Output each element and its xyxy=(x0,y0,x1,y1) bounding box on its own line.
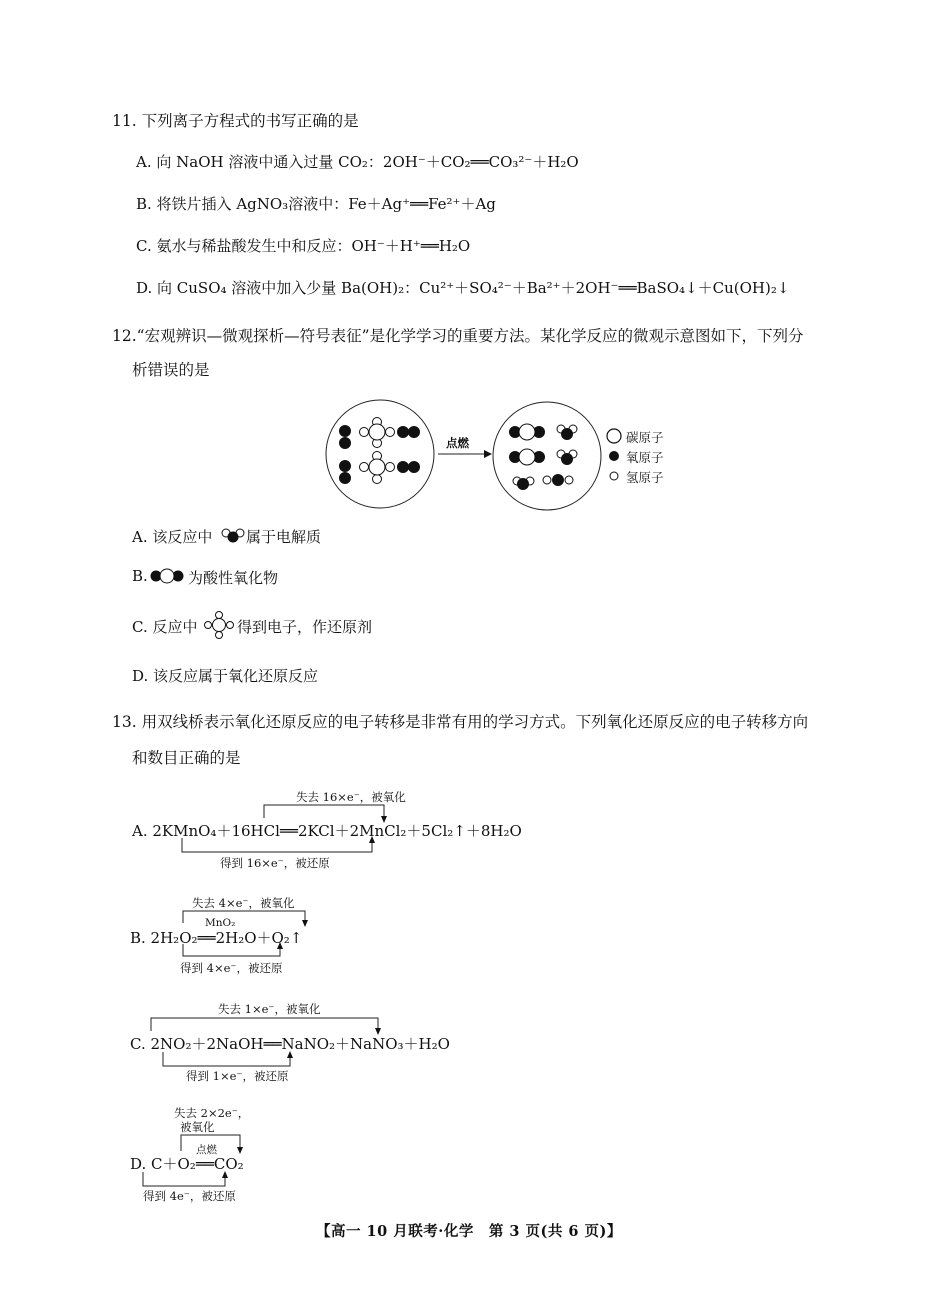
page-footer: 【高一 10 月联考·化学 第 3 页(共 6 页)】 xyxy=(316,1223,622,1240)
q13-d-equation: D. C＋O₂══CO₂ xyxy=(130,1155,244,1173)
o2-molecule-atom xyxy=(339,437,351,449)
bridge-c-top xyxy=(151,1018,378,1031)
q12-option-a-prefix: A. 该反应中 xyxy=(132,528,213,546)
h2o-molecule xyxy=(557,450,577,465)
q13-d-lose-label-2: 被氧化 xyxy=(180,1120,215,1134)
q13-c-lose-label: 失去 1×e⁻，被氧化 xyxy=(218,1002,321,1016)
q13-stem-line2: 和数目正确的是 xyxy=(132,749,241,767)
q12-option-c-suffix: 得到电子，作还原剂 xyxy=(237,618,373,636)
bridge-b-top xyxy=(183,911,305,923)
q13-c-equation: C. 2NO₂＋2NaOH══NaNO₂＋NaNO₃＋H₂O xyxy=(130,1035,450,1053)
q12-option-c-prefix: C. 反应中 xyxy=(132,618,198,636)
q11-stem: 11. 下列离子方程式的书写正确的是 xyxy=(112,112,359,130)
q11-option-c: C. 氨水与稀盐酸发生中和反应：OH⁻＋H⁺══H₂O xyxy=(136,237,471,255)
q13-a-lose-label: 失去 16×e⁻，被氧化 xyxy=(296,790,406,804)
q12-option-a-suffix: 属于电解质 xyxy=(246,528,322,546)
bridge-d-bottom xyxy=(143,1172,225,1186)
q12-option-b-suffix: 为酸性氧化物 xyxy=(188,569,279,587)
q12-stem-line1: 12.“宏观辨识—微观探析—符号表征”是化学学习的重要方法。某化学反应的微观示意图如下，下列分 xyxy=(112,327,804,345)
o2-molecule-atom xyxy=(339,425,351,437)
ch4-molecule xyxy=(360,418,395,448)
co2-molecule xyxy=(509,424,545,440)
o2-molecule-atom xyxy=(339,472,351,484)
h2o-molecule xyxy=(557,425,577,440)
q11-option-a: A. 向 NaOH 溶液中通入过量 CO₂：2OH⁻＋CO₂══CO₃²⁻＋H₂O xyxy=(136,153,579,171)
co2-molecule xyxy=(509,449,545,465)
legend-hydrogen-label: 氢原子 xyxy=(626,470,664,485)
co2-molecule-icon xyxy=(151,569,184,583)
o2-molecule-atom xyxy=(408,426,420,438)
h2o-molecule xyxy=(513,477,534,490)
o2-molecule-atom xyxy=(397,426,409,438)
h2o-molecule-icon xyxy=(222,529,244,543)
ch4-molecule xyxy=(360,452,395,484)
q13-b-lose-label: 失去 4×e⁻，被氧化 xyxy=(192,896,295,910)
o2-molecule-atom xyxy=(339,460,351,472)
q13-c-gain-label: 得到 1×e⁻，被还原 xyxy=(186,1069,289,1083)
q11-option-b: B. 将铁片插入 AgNO₃溶液中：Fe＋Ag⁺══Fe²⁺＋Ag xyxy=(136,195,496,213)
q13-b-gain-label: 得到 4×e⁻，被还原 xyxy=(180,961,283,975)
reaction-condition-label: 点燃 xyxy=(446,436,469,450)
q13-stem-line1: 13. 用双线桥表示氧化还原反应的电子转移是非常有用的学习方式。下列氧化还原反应的电子转移方向 xyxy=(112,713,809,731)
q13-d-lose-label-1: 失去 2×2e⁻， xyxy=(174,1106,250,1120)
ch4-molecule-icon xyxy=(205,612,234,639)
q13-d-condition: 点燃 xyxy=(196,1144,217,1156)
q13-d-gain-label: 得到 4e⁻，被还原 xyxy=(143,1189,236,1203)
bridge-c-bottom xyxy=(163,1052,290,1066)
o2-molecule-atom xyxy=(397,461,409,473)
q11-option-d: D. 向 CuSO₄ 溶液中加入少量 Ba(OH)₂：Cu²⁺＋SO₄²⁻＋Ba²⁺＋2OH⁻══BaSO₄↓＋Cu(OH)₂↓ xyxy=(136,279,790,297)
q12-option-d: D. 该反应属于氧化还原反应 xyxy=(132,667,319,685)
q13-b-equation: B. 2H₂O₂══2H₂O＋O₂↑ xyxy=(130,929,303,947)
reaction-arrow-head xyxy=(484,450,492,458)
legend-oxygen-label: 氧原子 xyxy=(626,450,664,465)
q13-b-condition: MnO₂ xyxy=(205,917,236,929)
q12-stem-line2: 析错误的是 xyxy=(132,361,210,379)
o2-molecule-atom xyxy=(408,461,420,473)
q13-a-equation: A. 2KMnO₄＋16HCl══2KCl＋2MnCl₂＋5Cl₂↑＋8H₂O xyxy=(132,822,522,840)
h2o-molecule xyxy=(543,474,573,486)
legend-carbon-icon xyxy=(607,429,621,443)
legend-hydrogen-icon xyxy=(610,472,618,480)
q12-option-b-prefix: B. xyxy=(132,567,148,585)
q13-a-gain-label: 得到 16×e⁻，被还原 xyxy=(220,856,330,870)
legend-carbon-label: 碳原子 xyxy=(626,430,664,445)
bridge-a-top xyxy=(264,805,384,818)
legend-oxygen-icon xyxy=(609,451,619,461)
